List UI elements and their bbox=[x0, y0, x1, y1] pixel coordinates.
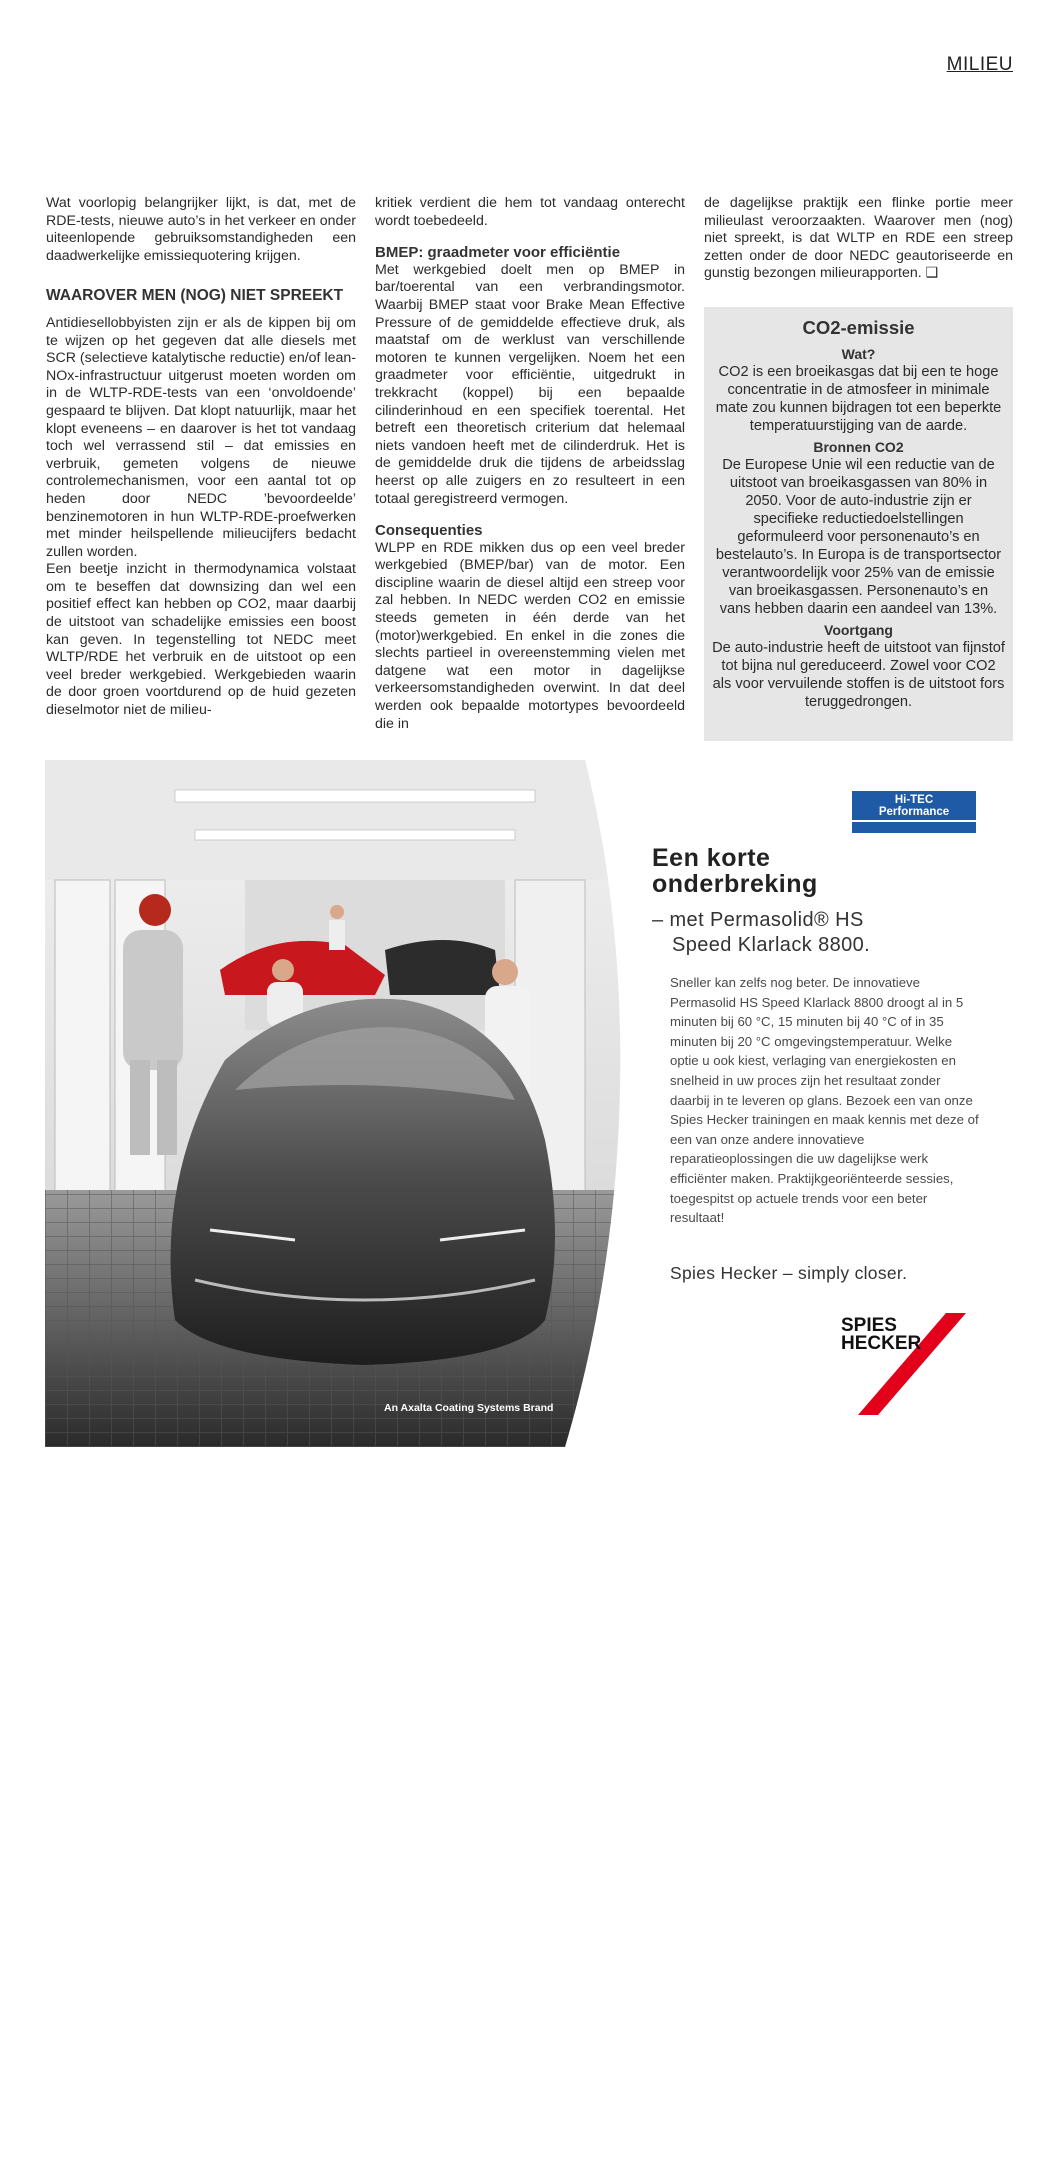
section-label: MILIEU bbox=[946, 54, 1013, 75]
box-text: De auto-industrie heeft de uitstoot van fijnstof tot bijna nul gereduceerd. Zowel voor CO2 als voor vervuilende stoffen is de uitstoot fors teruggedrongen. bbox=[712, 640, 1005, 710]
ad-tagline: Spies Hecker – simply closer. bbox=[670, 1263, 908, 1283]
box-subheading: Bronnen CO2 bbox=[813, 439, 904, 455]
paragraph: Met werkgebied doelt men op BMEP in bar/toerental van een verbrandingsmotor. Waarbij BMEP staat voor Brake Mean Effective Pressure of de gemiddelde effectieve druk, als maatstaf om de werklust van verschillende motoren te kunnen vergelijken. Noem het een graadmeter voor efficiëntie, uitgedrukt in trekkracht (koppel) bij een bepaalde cilinderinhoud en een specifiek toerental. Het betreft een theoretisch criterium dat helemaal niets vandoen heeft met de cilinderdruk. Het is de gemiddelde druk die tijdens de arbeidsslag heerst op alle zuigers en zo resulteert in een totaal geregistreerd vermogen. bbox=[375, 261, 685, 507]
box-subheading: Voortgang bbox=[824, 622, 893, 638]
paragraph: kritiek verdient die hem tot vandaag onterecht wordt toebedeeld. bbox=[375, 195, 685, 229]
paragraph: Antidiesellobbyisten zijn er als de kippen bij om te wijzen op het gegeven dat alle diesels met SCR (selectieve katalytische reductie) en/of lean-NOx-infrastructuur uitgerust moeten worden om in de WLTP-RDE-tests van een ‘onvoldoende’ gespaard te blijven. Dat klopt natuurlijk, maar het klopt eveneens – en daarover is het tot vandaag toch wel verrassend stil – dat emissies en verbruik, gemeten volgens de nieuwe controlemechanismen, voor een aantal tot op heden door NEDC ’bevoordeelde’ benzinemotoren in hun WLTP-RDE-proefwerken met minder heilspellende milieucijfers bedacht zullen worden. bbox=[46, 314, 356, 560]
box-subheading: Wat? bbox=[841, 346, 876, 362]
end-mark-icon: ❑ bbox=[925, 265, 939, 282]
subheading: Consequenties bbox=[375, 522, 483, 540]
contact-line: Plus Paint bvba bbox=[140, 2113, 219, 2125]
badge-line: Performance bbox=[878, 806, 950, 818]
paragraph: Een beetje inzicht in thermodynamica volstaat om te beseffen dat downsizing dan wel een positief effect kan hebben op CO2, maar daarbij de uitstoot van schadelijke emissies een boost kan geven. In tegenstelling tot NEDC meet WLTP/RDE het verbruik en de uitstoot op een veel breder werkgebied. Werkgebieden waarin de door groen voortdurend op de huid gezeten dieselmotor niet de milieu- bbox=[46, 561, 356, 719]
article-column-3 bbox=[704, 195, 1013, 283]
logo-text: HECKER bbox=[841, 1333, 922, 1354]
ad-body-text: Sneller kan zelfs nog beter. De innovatieve Permasolid HS Speed Klarlack 8800 droogt al in 5 minuten bij 60 °C, 15 minuten bij 40 °C of in 35 minuten bij 20 °C omgevingstemperatuur. Welke optie u ook kiest, verlaging van energiekosten en snelheid in uw proces zijn het resultaat zonder daarbij in te leveren op glans. Bezoek een van onze Spies Hecker trainingen en maak kennis met deze of een van onze andere innovatieve reparatieoplossingen die uw dagelijkse werk efficiënter maken. Praktijkgeoriënteerde sessies, toegespitst op actuele trends voor een beter resultaat! bbox=[670, 975, 979, 1226]
ad-subline bbox=[652, 908, 870, 958]
box-text: De Europese Unie wil een reductie van de uitstoot van broeikasgassen van 80% in 2050. Voor de auto-industrie zijn er specifieke reductiedoelstellingen geformuleerd voor personenauto’s en bestelauto’s. In Europa is de transportsector verantwoordelijk voor 25% van de emissie van broeikasgassen. Personenauto’s en vans hebben daarin een aandeel van 13%. bbox=[715, 457, 1002, 617]
contact-link[interactable]: www.pluspaint.be bbox=[140, 2164, 229, 2176]
paragraph: Wat voorlopig belangrijker lijkt, is dat, met de RDE-tests, nieuwe auto’s in het verkeer en onder uiteenlopende gebruiksomstandigheden een daadwerkelijke emissiequotering krijgen. bbox=[46, 195, 356, 264]
paragraph bbox=[704, 195, 1013, 283]
contact-line: Woestijnstraat 17 bbox=[140, 2130, 227, 2142]
article-column-1 bbox=[46, 195, 356, 720]
ad-headline bbox=[652, 845, 818, 897]
contact-line: 2880 Bornem bbox=[140, 2147, 206, 2159]
subline-line: – met Permasolid® HS bbox=[652, 909, 864, 931]
co2-info-box bbox=[704, 307, 1013, 741]
badge-divider bbox=[852, 820, 976, 822]
subline-line: Speed Klarlack 8800. bbox=[672, 934, 871, 956]
subheading: WAAROVER MEN (NOG) NIET SPREEKT bbox=[46, 287, 344, 305]
box-title: CO2-emissie bbox=[802, 317, 915, 338]
badge-line: Hi-TEC bbox=[894, 794, 934, 806]
paragraph: WLPP en RDE mikken dus op een veel breder werkgebied (BMEP/bar) van de motor. Een discipline waarin de diesel altijd een streep voor zal hebben. In NEDC werden CO2 en emissie steeds gemeten in één derde van het (motor)werkgebied. En enkel in die zones die slechts partieel in overeenstemming vielen met datgene wat een motor in dagelijkse verkeersomstandigheden overwint. In dat deel werden ook bepaalde motortypes bevoordeeld die in bbox=[375, 539, 685, 732]
ad-contact-block bbox=[140, 2111, 229, 2179]
paragraph-text: de dagelijkse praktijk een flinke portie meer milieulast veroorzaakten. Waarover men (nog) niet spreekt, is dat WLTP en RDE een streep zetten onder de door NEDC geautoriseerde en gunstig bezongen milieurapporten. bbox=[704, 195, 1013, 282]
subheading: BMEP: graadmeter voor efficiëntie bbox=[375, 244, 621, 262]
headline-line: Een korte bbox=[652, 844, 771, 872]
ad-brand-note: An Axalta Coating Systems Brand bbox=[384, 1402, 554, 1414]
hitec-badge bbox=[852, 791, 976, 833]
spies-hecker-logo bbox=[838, 1313, 966, 1415]
ad-photo bbox=[45, 760, 625, 2176]
logo-text: SPIES bbox=[841, 1315, 897, 1336]
article-column-2 bbox=[375, 195, 685, 733]
box-text: CO2 is een broeikasgas dat bij een te hoge concentratie in de atmosfeer in minimale mate zou kunnen bijdragen tot een beperkte temperatuurstijging van de aarde. bbox=[715, 364, 1002, 434]
headline-line: onderbreking bbox=[652, 870, 818, 898]
